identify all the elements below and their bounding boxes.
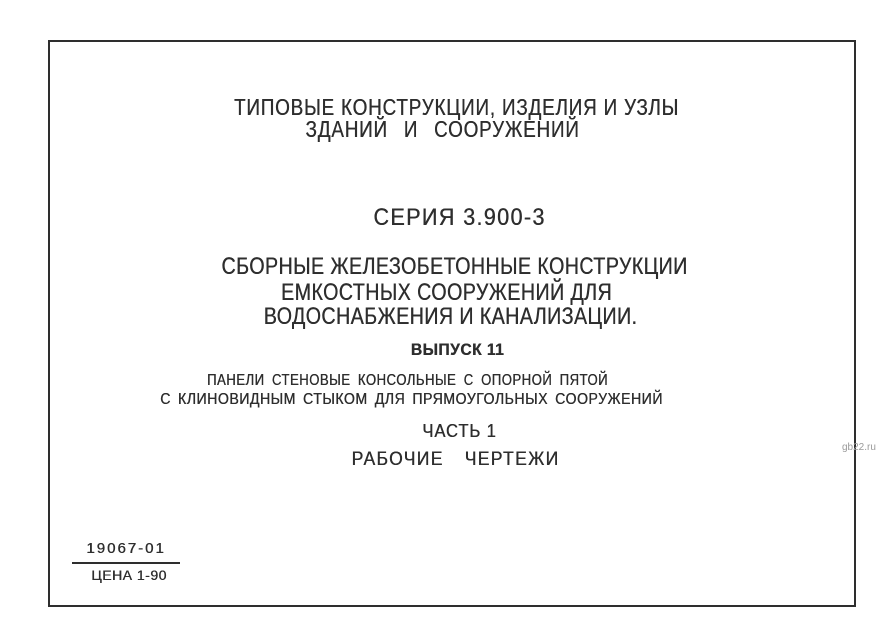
header-line-1: ТИПОВЫЕ КОНСТРУКЦИИ, ИЗДЕЛИЯ И УЗЛЫ — [233, 94, 680, 120]
series-number: СЕРИЯ 3.900-3 — [373, 204, 546, 231]
subtitle-line-2: С КЛИНОВИДНЫМ СТЫКОМ ДЛЯ ПРЯМОУГОЛЬНЫХ СООРУЖЕНИЙ — [160, 391, 663, 408]
subtitle-line-1: ПАНЕЛИ СТЕНОВЫЕ КОНСОЛЬНЫЕ С ОПОРНОЙ ПЯТОЙ — [207, 372, 608, 389]
main-title-line-2: ЕМКОСТНЫХ СООРУЖЕНИЙ ДЛЯ — [280, 279, 613, 306]
main-title-line-3: ВОДОСНАБЖЕНИЯ И КАНАЛИЗАЦИИ. — [263, 303, 638, 330]
part-number: ЧАСТЬ 1 — [422, 421, 497, 441]
main-title-line-1: СБОРНЫЕ ЖЕЛЕЗОБЕТОННЫЕ КОНСТРУКЦИИ — [221, 253, 688, 280]
header-line-2: ЗДАНИЙ И СООРУЖЕНИЙ — [305, 116, 580, 142]
document-number: 19067-01 — [72, 541, 180, 564]
issue-number: ВЫПУСК 11 — [410, 340, 505, 359]
site-watermark: gb22.ru — [842, 442, 876, 453]
price-stamp — [72, 541, 180, 582]
price-label: ЦЕНА 1-90 — [91, 567, 167, 583]
document-type-label: РАБОЧИЕ ЧЕРТЕЖИ — [351, 449, 560, 470]
